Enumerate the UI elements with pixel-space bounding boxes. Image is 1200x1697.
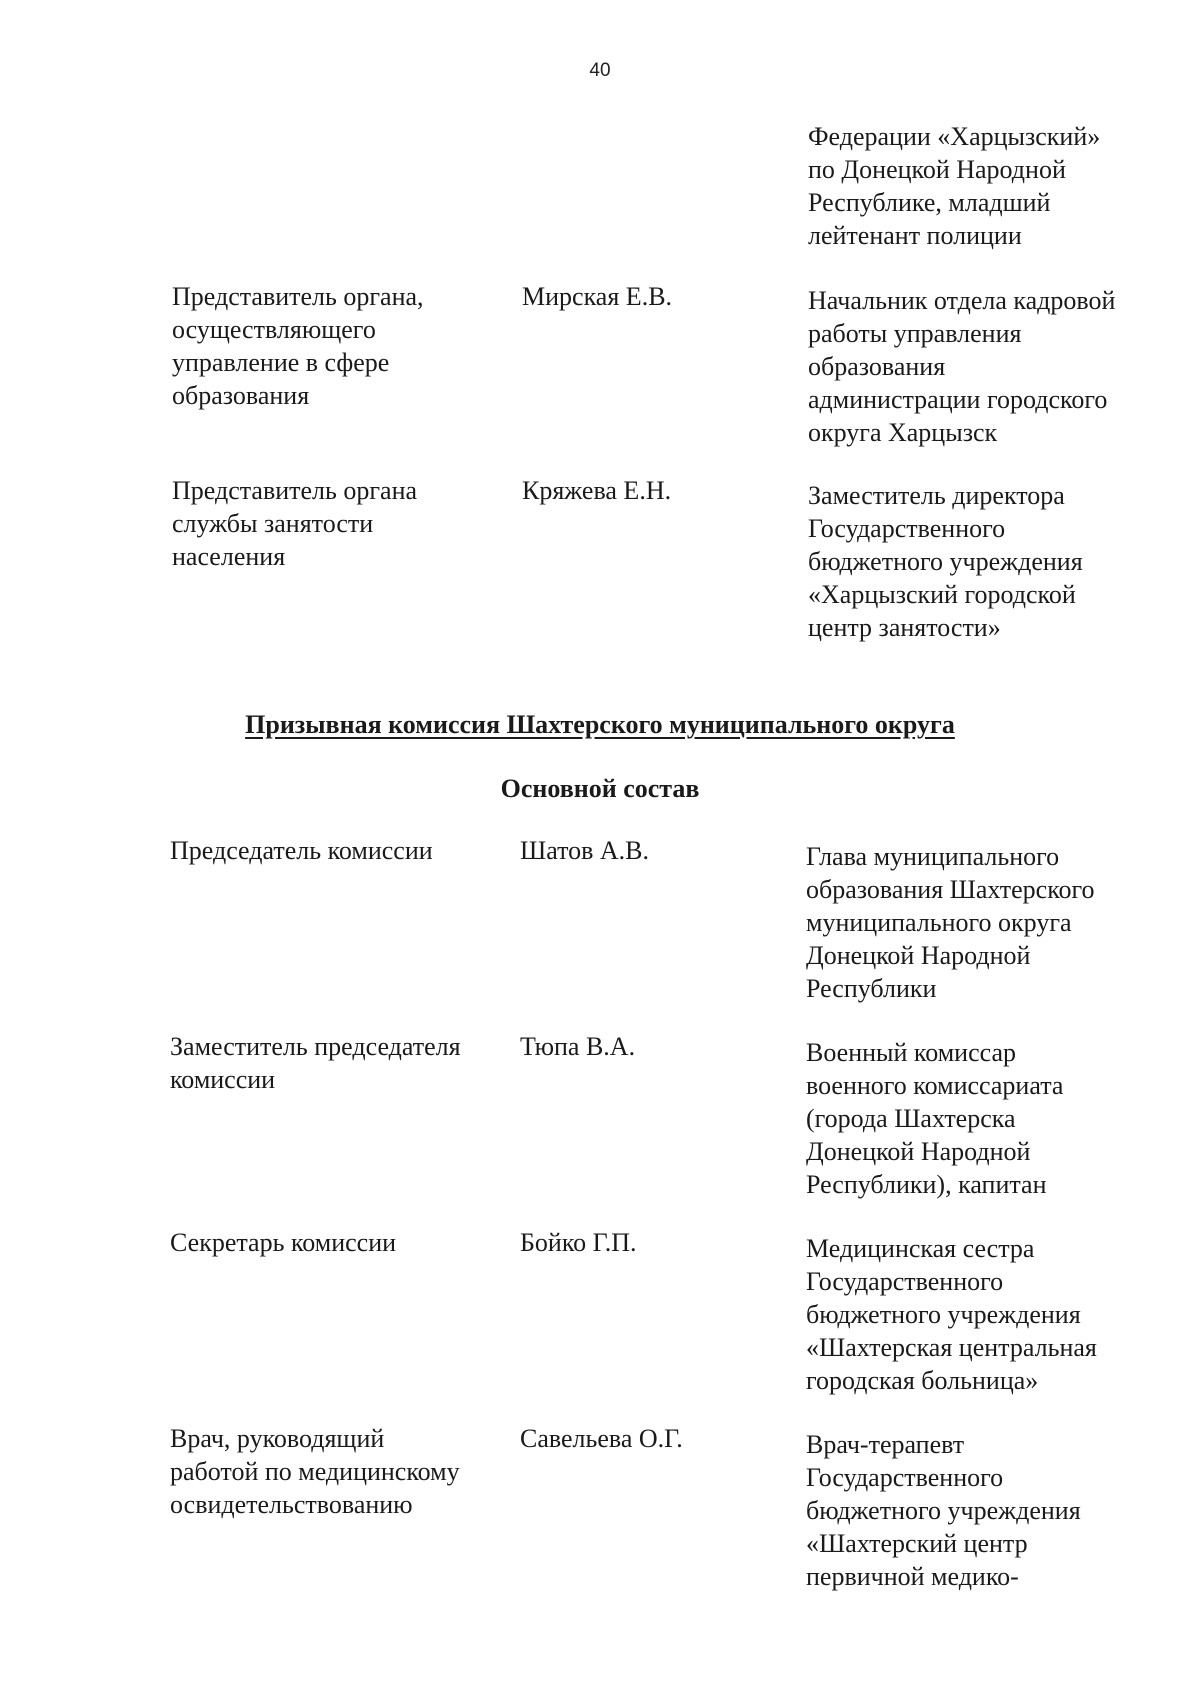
member-role: Председатель комиссии: [170, 836, 433, 865]
member-name: Шатов А.В.: [520, 836, 650, 865]
page-number: 40: [589, 60, 611, 81]
section-subtitle: Основной состав: [500, 774, 700, 803]
member-role: Представитель органа, осуществляющего управление в сфере образования: [172, 282, 424, 410]
continued-position-text: Федерации «Харцызский» по Донецкой Народной Республике, младший лейтенант полиции: [808, 122, 1101, 250]
member-position: Заместитель директора Государственного бюджетного учреждения «Харцызский городской центр занятости»: [808, 481, 1083, 642]
member-role: Секретарь комиссии: [170, 1228, 397, 1257]
member-role: Врач, руководящий работой по медицинскому освидетельствованию: [170, 1424, 460, 1519]
member-position: Начальник отдела кадровой работы управления образования администрации городского округа Харцызск: [808, 286, 1116, 447]
member-position: Врач-терапевт Государственного бюджетного учреждения «Шахтерский центр первичной медико-: [806, 1430, 1081, 1591]
member-name: Мирская Е.В.: [522, 282, 673, 311]
member-position: Военный комиссар военного комиссариата (города Шахтерска Донецкой Народной Республики), капитан: [806, 1038, 1064, 1199]
section-title: [0, 708, 1200, 741]
member-role: Заместитель председателя комиссии: [170, 1032, 461, 1094]
member-position: Медицинская сестра Государственного бюджетного учреждения «Шахтерская центральная городская больница»: [806, 1234, 1097, 1395]
member-name: Тюпа В.А.: [520, 1032, 636, 1061]
member-name: Бойко Г.П.: [520, 1228, 637, 1257]
member-name: Савельева О.Г.: [520, 1424, 683, 1453]
member-name: Кряжева Е.Н.: [522, 476, 672, 505]
member-role: Представитель органа службы занятости населения: [172, 476, 418, 571]
section-title-text: Призывная комиссия Шахтерского муниципального округа: [245, 710, 955, 739]
member-position: Глава муниципального образования Шахтерского муниципального округа Донецкой Народной Республики: [806, 842, 1095, 1003]
